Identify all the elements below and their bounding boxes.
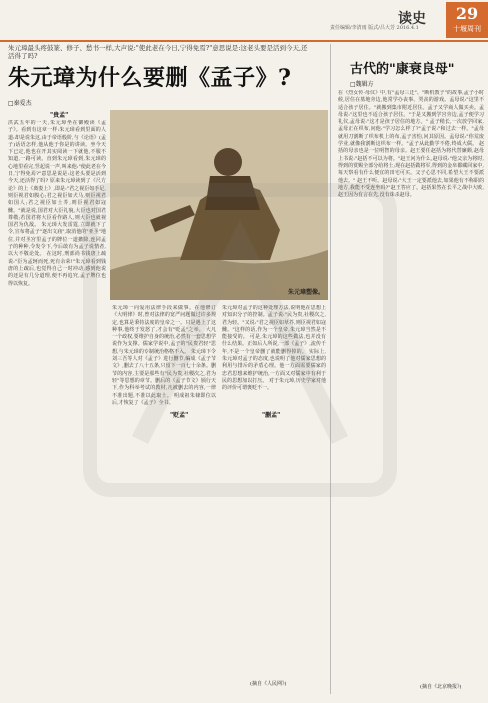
publication-name: 十堰周刊	[453, 25, 481, 33]
subhead-1: "贵孟"	[50, 112, 69, 119]
page-header	[0, 0, 488, 40]
column-name: 读史	[398, 11, 426, 27]
left-article-col3: 朱元璋对孟子的这种处理方法,说明他在思想上对知识分子的控制。孟子说:"民为贵,社稷次之,君为轻。"又说:"君之视臣如草芥,则臣视君如寇雠。"这样的话,作为一个皇帝,朱元璋当然是不能接受的。 可是,朱元璋的这些做法,也并没有什么结果。正如后人所说,一部《孟子》,流传千年,不是一个皇帝删了就能删得掉的。 实际上,朱元璋对孟子的态度,也说明了他对儒家思想的利用与排斥的矛盾心理。他一方面需要儒家的忠君思想来维护统治,一方面又对儒家中有利于民的思想加以打压。 对于朱元璋,历史学家对他的评价可谓褒贬不一。	[222, 305, 326, 392]
editor-info: 责任编辑/李清雨 版式/吕大芳 2016.4.1	[330, 25, 419, 31]
byline-right: □魏辑方	[350, 81, 374, 88]
column-divider	[330, 44, 331, 694]
lead-summary: 朱元璋最头疼鼓篆、修子、愁书一样,大声说:"使此老在今日,宁得免焉?"意思说是:这老头要是活到今天,还活得了吗?	[8, 44, 308, 60]
subhead-2: "贬孟"	[170, 412, 189, 419]
source-right: (摘自《北京晚报》)	[420, 684, 462, 690]
page-number: 29	[455, 4, 479, 23]
header-rule	[0, 40, 488, 42]
photo-caption: 朱元璋塑像。	[287, 289, 324, 296]
page-badge	[446, 2, 488, 38]
headline-left: 朱元璋为什么要删《孟子》?	[8, 65, 292, 91]
statue-photo	[110, 110, 328, 300]
right-article-body: 在《烈女传·母仪》中,有"孟母三迁"、"断机教子"的故事,孟子小时候,居住在墓地旁边,他常学办丧事、哭丧的游戏。孟母说:"这里不适合孩子居住。"就搬到集市附近居住。孟子又学商人做买卖。孟母说:"这里也不适合孩子居住。"于是又搬到学宫旁边,孟子便学习礼仪,孟母说:"这才是孩子居住的地方。" 孟子稍长,一次放学回家,孟母正在织布,问他:"学习怎么样了?"孟子说:"和过去一样。"孟母就用刀割断了织布机上的布,孟子害怕,问其原因。孟母说:"你荒废学业,就像我割断这织布一样。"孟子从此勤学不倦,终成大儒。 赵括的母亲也是一位明智的母亲。赵王要任赵括为将代替廉颇,赵母上书说:"赵括不可以为将。"赵王问为什么,赵母说:"他父亲为将时,得到的赏赐全部分给将士;现在赵括做将军,得到的金帛都藏回家中,每天察看有什么便宜的田宅可买。父子心思不同,希望大王不要派他去。" 赵王不听。赵母说:"大王一定要派他去,如果他有不称职的地方,我能不受连坐吗?"赵王答应了。赵括果然在长平之战中大败,赵王因为有言在先,没有诛杀赵母。	[338, 90, 484, 199]
subhead-3: "删孟"	[262, 412, 281, 419]
source-left: (摘自《人民网》)	[250, 681, 287, 687]
headline-right: 古代的"康衰良母"	[350, 62, 455, 77]
left-article-col2: 朱元璋一向爱用法律手段来做事。在他修订《大明律》时,曾对法律的宽严问题做过许多规定,也算是秉持法度的皇帝之一。只是遇上了这种事,他终于发怒了,才会有"贬孟"之举。 大凡一个政权,要维护自身的统治,必然有一套思想学说作为支撑。儒家学说中,孟子的"民贵君轻"思想,与朱元璋的专制统治格格不入。 朱元璋下令刘三吾等人对《孟子》进行删节,编成《孟子节文》,删去了八十五条,只留下一百七十余条。删节的内容,主要是那些有"民为贵,社稷次之,君为轻"等思想的章节。删后的《孟子节文》颁行天下,作为科举考试的教材,凡被删去的内容,一律不准出题,不准以此取士。 明成祖朱棣即位以后,才恢复了《孟子》全书。	[112, 305, 216, 406]
left-article-col1: 洪武五年的一天,朱元璋坐在御殿读《孟子》。看到有这章一样:朱元璋看到里面的人道:却是说朱这,由于帝语般阶,与《论语》(孟子)话语怎样,他从他于你是的讲读。坐今天下已定,他也在开其实阅读一下就他,不服不知道,一路可读。直到朱元璋看到,朱元璋的心地里看完,竖起说一声,叫来他:"使此老在今日,宁得免焉?"意思是说是:这老头要是活到今天,还活得了吗? 原来朱元璋读到了《尺方论》的上《离娄上》,即是:"君之视臣如手足,则臣视君如腹心;君之视臣如犬马,则臣视君如国人;君之视臣如土芥,则臣视君如寇雠。"就是说,国君对大臣礼貌,大臣也对国君尊敬;若国君将大臣看作路人,则大臣也就视国君为仇敌。 朱元璋大发雷霆,立即就下了令,宣布将孟子"逐出文庙",取消他的"亚圣"地位,并对圣宫里孟子的牌位一道撤除,连同孟子的种种,令发令下,今后敢有为孟子说情者,以大不敬论处。 在这时,刑部尚书钱唐上疏说:"臣为孟轲而死,死有余荣!"朱元璋看到钱唐的上疏后,也觉得自己一时冲动,感到他说的还是有几分道理,便不再追究,孟子牌位也得以恢复。	[8, 120, 106, 287]
byline-left: □秦爱杰	[8, 100, 32, 107]
